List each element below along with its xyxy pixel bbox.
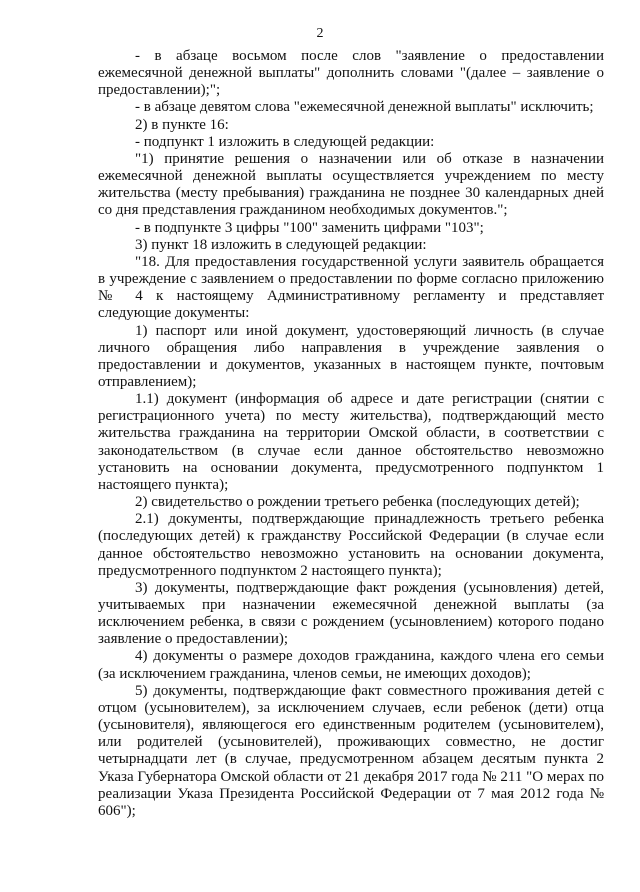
paragraph-subpoint-1-text: "1) принятие решения о назначении или об отказе в назначении ежемесячной денежной выплаты осуществляется учреждением по месту жительства (месту пребывания) гражданина не позднее 30 календарных дней со дня представления гражданином необходимых документов."; bbox=[98, 150, 604, 219]
paragraph-amendment-eighth-indent: - в абзаце восьмом после слов "заявление о предоставлении ежемесячной денежной выплаты" дополнить словами "(далее – заявление о предоставлении);"; bbox=[98, 48, 604, 99]
paragraph-item-2-birth-certificate: 2) свидетельство о рождении третьего ребенка (последующих детей); bbox=[135, 494, 580, 511]
document-body bbox=[98, 48, 604, 820]
paragraph-point-18-text: "18. Для предоставления государственной услуги заявитель обращается в учреждение с заявлением о предоставлении по форме согласно приложению № 4 к настоящему Административному регламенту и представляет следующие документы: bbox=[98, 253, 604, 322]
paragraph-point-16-heading: 2) в пункте 16: bbox=[135, 116, 229, 133]
paragraph-subpoint-3-change: - в подпункте 3 цифры "100" заменить цифрами "103"; bbox=[135, 219, 484, 236]
paragraph-subpoint-1-intro: - подпункт 1 изложить в следующей редакции: bbox=[135, 133, 435, 150]
page-number: 2 bbox=[316, 26, 324, 41]
paragraph-item-5-cohabitation: 5) документы, подтверждающие факт совместного проживания детей с отцом (усыновителем), за исключением случаев, если ребенок (дети) отца (усыновителя), являющегося его единственным родителем (усыновителем), или родителей (усыновителей), проживающих совместно, не достиг четырнадцати лет (в случае, предусмотренном абзацем десятым пункта 2 Указа Губернатора Омской области от 21 декабря 2017 года № 211 "О мерах по реализации Указа Президента Российской Федерации от 7 мая 2012 года № 606"); bbox=[98, 682, 604, 819]
paragraph-item-2-1-citizenship: 2.1) документы, подтверждающие принадлежность третьего ребенка (последующих детей) к гражданству Российской Федерации (в случае если данное обстоятельство невозможно установить на основании документа, предусмотренного подпунктом 2 настоящего пункта); bbox=[98, 511, 604, 579]
paragraph-item-1-1-residence: 1.1) документ (информация об адресе и дате регистрации (снятии с регистрационного учета) по месту жительства), подтверждающий место жительства гражданина на территории Омской области, в соответствии с законодательством (в случае если данное обстоятельство невозможно установить на основании документа, предусмотренного подпунктом 1 настоящего пункта); bbox=[98, 391, 604, 493]
paragraph-item-4-income: 4) документы о размере доходов гражданина, каждого члена его семьи (за исключением гражданина, членов семьи, не имеющих доходов); bbox=[98, 648, 604, 682]
paragraph-item-3-birth-facts: 3) документы, подтверждающие факт рождения (усыновления) детей, учитываемых при назначении ежемесячной денежной выплаты (за исключением ребенка, в связи с рождением (усыновлением) которого подано заявление о предоставлении); bbox=[98, 579, 604, 648]
paragraph-point-18-heading: 3) пункт 18 изложить в следующей редакции: bbox=[135, 236, 427, 253]
paragraph-item-1-passport: 1) паспорт или иной документ, удостоверяющий личность (в случае личного обращения либо направления в учреждение заявления о предоставлении и документов, указанных в настоящем пункте, почтовым отправлением); bbox=[98, 322, 604, 390]
paragraph-amendment-ninth-indent: - в абзаце девятом слова "ежемесячной денежной выплаты" исключить; bbox=[135, 99, 594, 116]
